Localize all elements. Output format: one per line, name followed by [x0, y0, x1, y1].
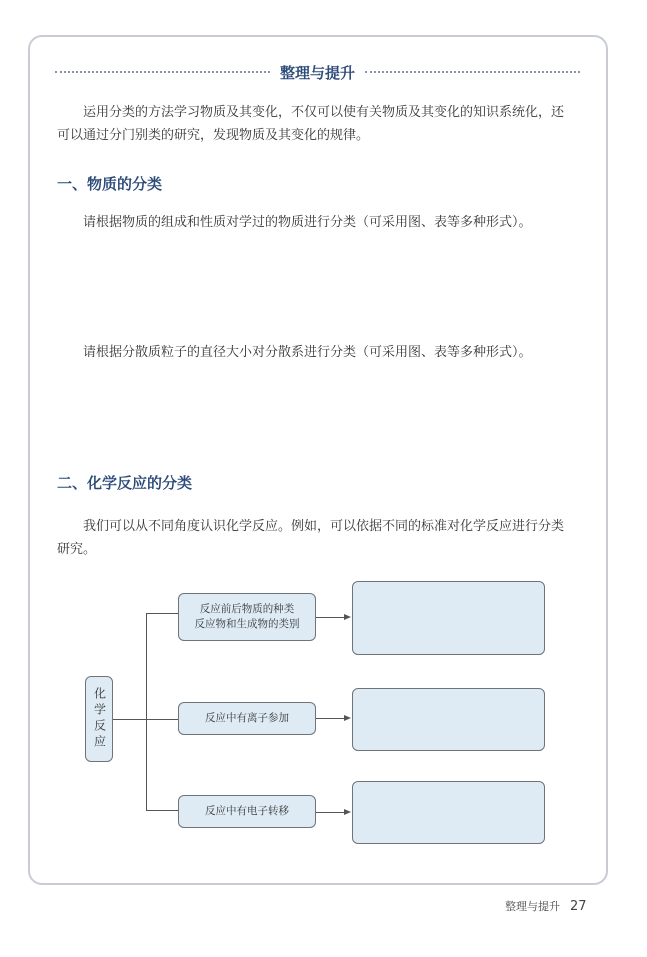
divider	[55, 71, 270, 73]
criterion-text: 反应中有电子转移	[205, 805, 289, 817]
criterion-box-3	[178, 795, 316, 828]
intro-paragraph	[57, 101, 587, 147]
arrow-head-icon	[344, 715, 351, 721]
section1-heading: 一、物质的分类	[57, 175, 163, 193]
arrow-head-icon	[344, 809, 351, 815]
section1-prompt2: 请根据分散质粒子的直径大小对分散系进行分类（可采用图、表等多种形式）。	[83, 345, 532, 360]
section2-heading: 二、化学反应的分类	[57, 474, 193, 492]
section2-paragraph	[57, 515, 587, 561]
answer-box-1[interactable]	[352, 581, 545, 655]
section-title-row	[55, 60, 580, 84]
arrow-line	[316, 812, 345, 813]
criterion-box-2	[178, 702, 316, 735]
footer-label: 整理与提升	[505, 900, 560, 913]
intro-line: 运用分类的方法学习物质及其变化，不仅可以使有关物质及其变化的知识系统化，还	[83, 105, 565, 120]
arrow-head-icon	[344, 614, 351, 620]
criterion-box-1	[178, 593, 316, 641]
page-footer	[505, 898, 587, 914]
diagram-root-box: 化学反应	[85, 676, 113, 762]
connector-line	[146, 810, 178, 811]
divider	[365, 71, 580, 73]
section2-line: 我们可以从不同角度认识化学反应。例如，可以依据不同的标准对化学反应进行分类	[83, 519, 565, 534]
arrow-line	[316, 718, 345, 719]
criterion-text: 反应物和生成物的类别	[194, 618, 300, 630]
section2-line: 研究。	[57, 542, 97, 557]
intro-line: 可以通过分门别类的研究，发现物质及其变化的规律。	[57, 128, 370, 143]
answer-box-2[interactable]	[352, 688, 545, 751]
arrow-line	[316, 617, 345, 618]
criterion-text: 反应中有离子参加	[205, 712, 289, 724]
page-frame	[28, 35, 608, 885]
connector-line	[146, 613, 178, 614]
answer-box-3[interactable]	[352, 781, 545, 844]
criterion-text: 反应前后物质的种类	[199, 603, 295, 615]
connector-line	[146, 613, 147, 811]
page-number: 27	[570, 899, 587, 914]
section1-prompt1: 请根据物质的组成和性质对学过的物质进行分类（可采用图、表等多种形式）。	[83, 215, 532, 230]
page-title: 整理与提升	[280, 63, 356, 82]
